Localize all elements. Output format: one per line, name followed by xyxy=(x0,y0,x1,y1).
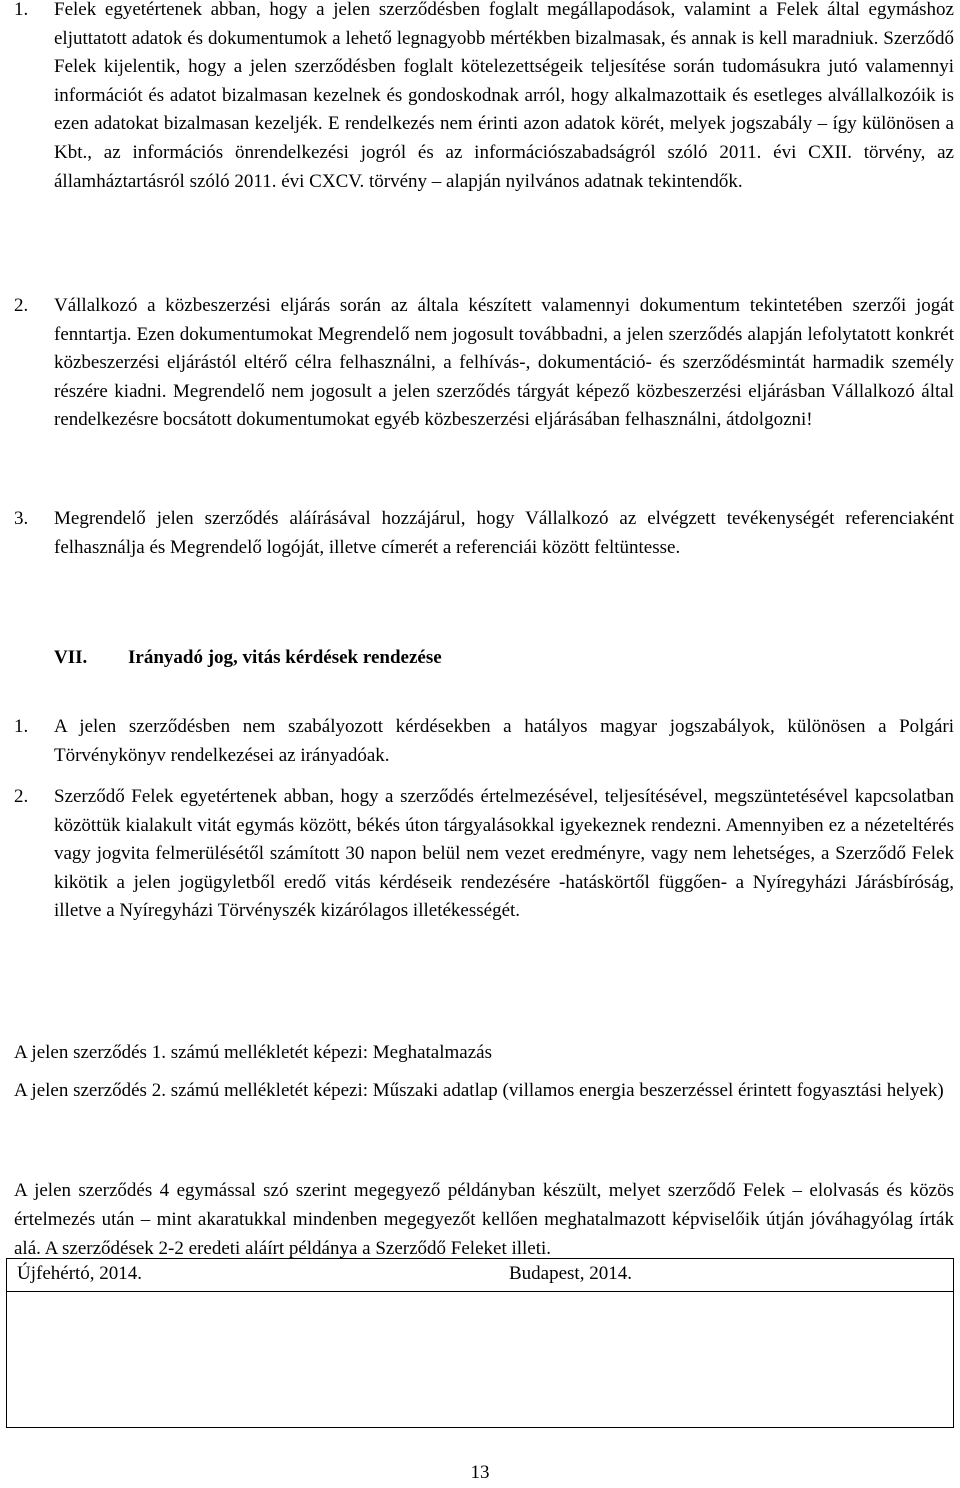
section-heading xyxy=(54,647,442,669)
signature-place-right: Budapest, 2014. xyxy=(509,1263,632,1284)
item-text: Szerződő Felek egyetértenek abban, hogy a szerződés értelmezésével, teljesítésével, megszüntetésével kapcsolatban közöttük kialakult vitát egymás között, békés úton tárgyalásokkal igyekeznek rendezni. Amennyiben ez a nézeteltérés vagy jogvita felmerülésétől számított 30 napon belül nem vezet eredményre, vagy nem lehetséges, a Szerződő Felek kikötik a jelen jogügyletből eredő vitás kérdéseik rendezésére -hatáskörtől függően- a Nyíregyházi Járásbíróság, illetve a Nyíregyházi Törvényszék kizárólagos illetékességét. xyxy=(54,786,954,922)
item-text: Felek egyetértenek abban, hogy a jelen szerződésben foglalt megállapodások, valamint a Felek által egymáshoz eljuttatott adatok és dokumentumok a lehető legnagyobb mértékben bizalmasak, és annak is kell maradniuk. Szerződő Felek kijelentik, hogy a jelen szerződésben foglalt kötelezettségeik teljesítése során tudomásukra jutó valamennyi információt és adatot bizalmasan kezelnek és gondoskodnak arról, hogy alkalmazottaik és esetleges alvállalkozóik is ezen adatokat bizalmasan kezeljék. E rendelkezés nem érinti azon adatok körét, melyek jogszabály – így különösen a Kbt., az információs önrendelkezési jogról és az információszabadságról szóló 2011. évi CXII. törvény, az államháztartásról szóló 2011. évi CXCV. törvény – alapján nyilvános adatnak tekintendők. xyxy=(54,0,954,192)
section-number: VII. xyxy=(54,647,88,668)
list-item xyxy=(14,0,954,196)
item-text: A jelen szerződésben nem szabályozott kérdésekben a hatályos magyar jogszabályok, különösen a Polgári Törvénykönyv rendelkezései az irányadóak. xyxy=(54,716,954,766)
closing-paragraph: A jelen szerződés 4 egymással szó szerint megegyező példányban készült, melyet szerződő Felek – elolvasás és közös értelmezés után – mint akaratukkal mindenben megegyezőt kellően meghatalmazott képviselőik útján jóváhagyólag írták alá. A szerződések 2-2 eredeti aláírt példánya a Szerződő Feleket illeti. xyxy=(14,1180,954,1259)
signature-table xyxy=(6,1258,954,1428)
item-text: Vállalkozó a közbeszerzési eljárás során az általa készített valamennyi dokumentum tekintetében szerzői jogát fenntartja. Ezen dokumentumokat Megrendelő nem jogosult továbbadni, a jelen szerződés alapján lefolytatott konkrét közbeszerzési eljárástól eltérő célra felhasználni, a felhívás-, dokumentáció- és szerződésmintát harmadik személy részére kiadni. Megrendelő nem jogosult a jelen szerződés tárgyát képező közbeszerzési eljárásban Vállalkozó által rendelkezésre bocsátott dokumentumokat egyéb közbeszerzési eljárásában felhasználni, átdolgozni! xyxy=(54,295,954,431)
list-item xyxy=(14,713,954,770)
item-number: 2. xyxy=(14,786,29,807)
section-title: Irányadó jog, vitás kérdések rendezése xyxy=(128,647,442,668)
signature-place-left: Újfehértó, 2014. xyxy=(17,1263,143,1284)
list-item xyxy=(14,292,954,435)
item-text: Megrendelő jelen szerződés aláírásával hozzájárul, hogy Vállalkozó az elvégzett tevékenységét referenciaként felhasználja és Megrendelő logóját, illetve címerét a referenciái között feltüntesse. xyxy=(54,508,954,558)
page-number: 13 xyxy=(470,1462,490,1483)
annex-2-paragraph: A jelen szerződés 2. számú mellékletét képezi: Műszaki adatlap (villamos energia beszerzéssel érintett fogyasztási helyek) xyxy=(14,1080,944,1101)
item-number: 1. xyxy=(14,716,29,737)
item-number: 1. xyxy=(14,0,29,20)
list-item xyxy=(14,783,954,926)
item-number: 3. xyxy=(14,508,29,529)
signature-divider xyxy=(7,1291,953,1292)
item-number: 2. xyxy=(14,295,29,316)
annex-1-paragraph: A jelen szerződés 1. számú mellékletét képezi: Meghatalmazás xyxy=(14,1042,492,1063)
list-item xyxy=(14,505,954,562)
